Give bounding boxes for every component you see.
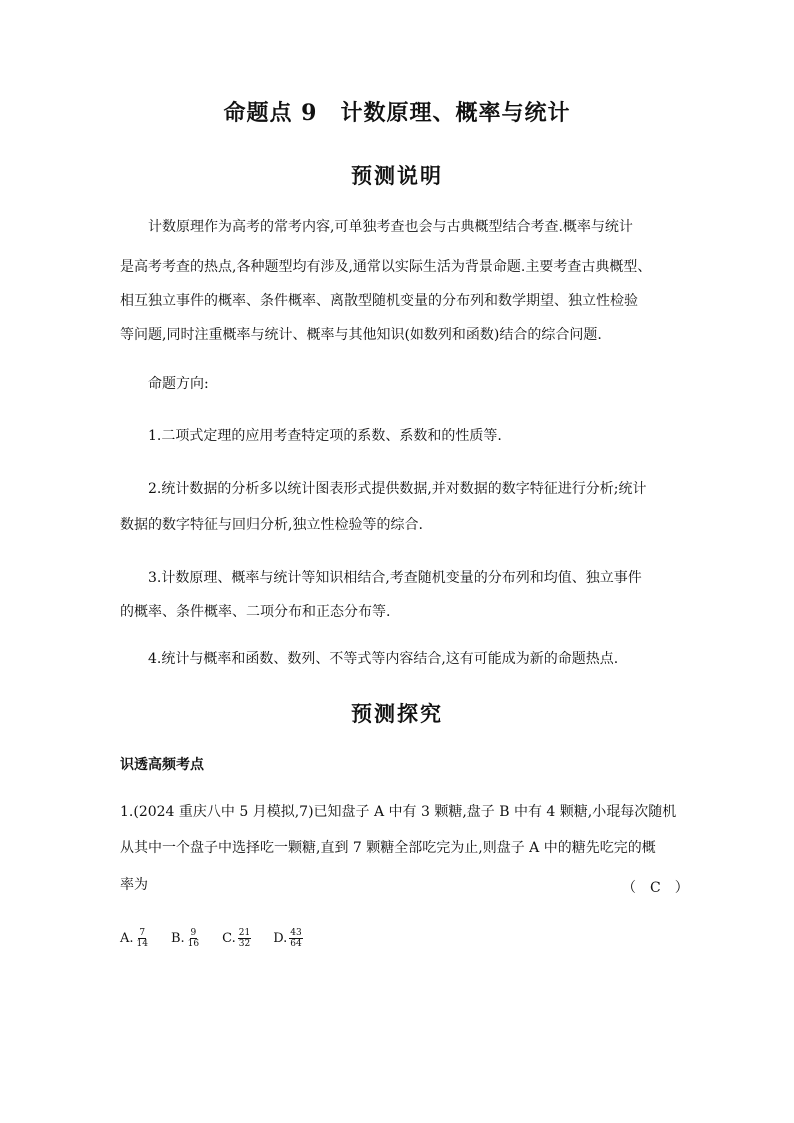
direction-item-3-line-1: 3.计数原理、概率与统计等知识相结合,考查随机变量的分布列和均值、独立事件: [148, 570, 642, 586]
direction-item-2-line-1: 2.统计数据的分析多以统计图表形式提供数据,并对数据的数字特征进行分析;统计: [148, 481, 647, 497]
direction-label: 命题方向:: [148, 376, 209, 392]
option-a: [120, 928, 149, 949]
option-c-numerator: 21: [238, 928, 251, 938]
direction-item-3-line-2: 的概率、条件概率、二项分布和正态分布等.: [120, 604, 391, 620]
direction-item-2-line-2: 数据的数字特征与回归分析,独立性检验等的综合.: [120, 517, 423, 533]
option-d-numerator: 43: [290, 928, 302, 938]
option-d-fraction: [289, 928, 302, 949]
option-a-numerator: 7: [139, 928, 146, 938]
option-b: [171, 928, 200, 949]
section-heading-prediction-notes: 预测说明: [351, 163, 443, 188]
intro-line-2: 是高考考查的热点,各种题型均有涉及,通常以实际生活为背景命题.主要考查古典概型、: [120, 259, 652, 275]
option-c: [222, 928, 251, 949]
option-c-fraction: [238, 928, 251, 949]
option-c-denominator: 32: [238, 939, 251, 949]
option-a-letter: A.: [120, 931, 134, 946]
option-b-fraction: [187, 928, 200, 949]
direction-item-4: 4.统计与概率和函数、数列、不等式等内容结合,这有可能成为新的命题热点.: [148, 651, 619, 667]
option-d-denominator: 64: [290, 939, 302, 949]
answer-options: [120, 928, 325, 949]
option-c-letter: C.: [222, 931, 236, 946]
intro-line-3: 相互独立事件的概率、条件概率、离散型随机变量的分布列和数学期望、独立性检验: [120, 293, 638, 309]
option-b-letter: B.: [170, 931, 185, 946]
option-b-denominator: 16: [187, 939, 200, 949]
section-heading-prediction-exploration: 预测探究: [351, 701, 443, 726]
option-a-fraction: [136, 928, 149, 949]
direction-item-1: 1.二项式定理的应用考查特定项的系数、系数和的性质等.: [148, 428, 502, 444]
option-a-denominator: 14: [136, 939, 148, 949]
page-title: 命题点 9 计数原理、概率与统计: [223, 100, 571, 126]
option-b-numerator: 9: [190, 928, 197, 938]
intro-line-1: 计数原理作为高考的常考内容,可单独考查也会与古典概型结合考查.概率与统计: [148, 219, 633, 235]
question-1-line-3: 率为: [120, 877, 148, 893]
intro-line-4: 等问题,同时注重概率与统计、概率与其他知识(如数列和函数)结合的综合问题.: [120, 327, 602, 343]
option-d: [273, 928, 303, 949]
answer-choice: （ C ）: [622, 880, 689, 896]
sub-heading: 识透高频考点: [120, 757, 204, 773]
option-d-letter: D.: [273, 931, 288, 946]
question-1-line-1: 1.(2024 重庆八中 5 月模拟,7)已知盘子 A 中有 3 颗糖,盘子 B 中有 4 颗糖,小琨每次随机: [120, 804, 677, 820]
question-1-line-2: 从其中一个盘子中选择吃一颗糖,直到 7 颗糖全部吃完为止,则盘子 A 中的糖先吃完的概: [120, 840, 656, 856]
